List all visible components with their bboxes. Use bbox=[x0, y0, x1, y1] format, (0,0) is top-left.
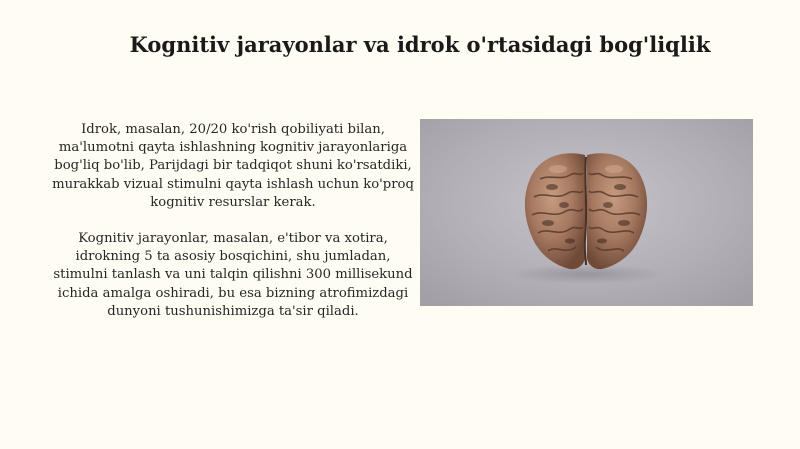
brain-illustration bbox=[420, 119, 753, 306]
body-text bbox=[52, 121, 414, 321]
brain-image bbox=[420, 119, 753, 306]
brain-shadow bbox=[508, 264, 664, 284]
paragraph-1: Idrok, masalan, 20/20 ko'rish qobiliyati bilan, ma'lumotni qayta ishlashning kognitiv jarayonlariga bog'liq bo'lib, Parijdagi bir tadqiqot shuni ko'rsatdiki, murakkab vizual stimulni qayta ishlash uchun ko'proq kognitiv resurslar kerak. bbox=[52, 122, 414, 210]
paragraph-2: Kognitiv jarayonlar, masalan, e'tibor va xotira, idrokning 5 ta asosiy bosqichini, shu jumladan, stimulni tanlash va uni talqin qilishni 300 millisekund ichida amalga oshiradi, bu esa bizning atrofimizdagi dunyoni tushunishimizga ta'sir qiladi. bbox=[53, 231, 413, 319]
slide-title: Kognitiv jarayonlar va idrok o'rtasidagi bog'liqlik bbox=[129, 32, 711, 57]
